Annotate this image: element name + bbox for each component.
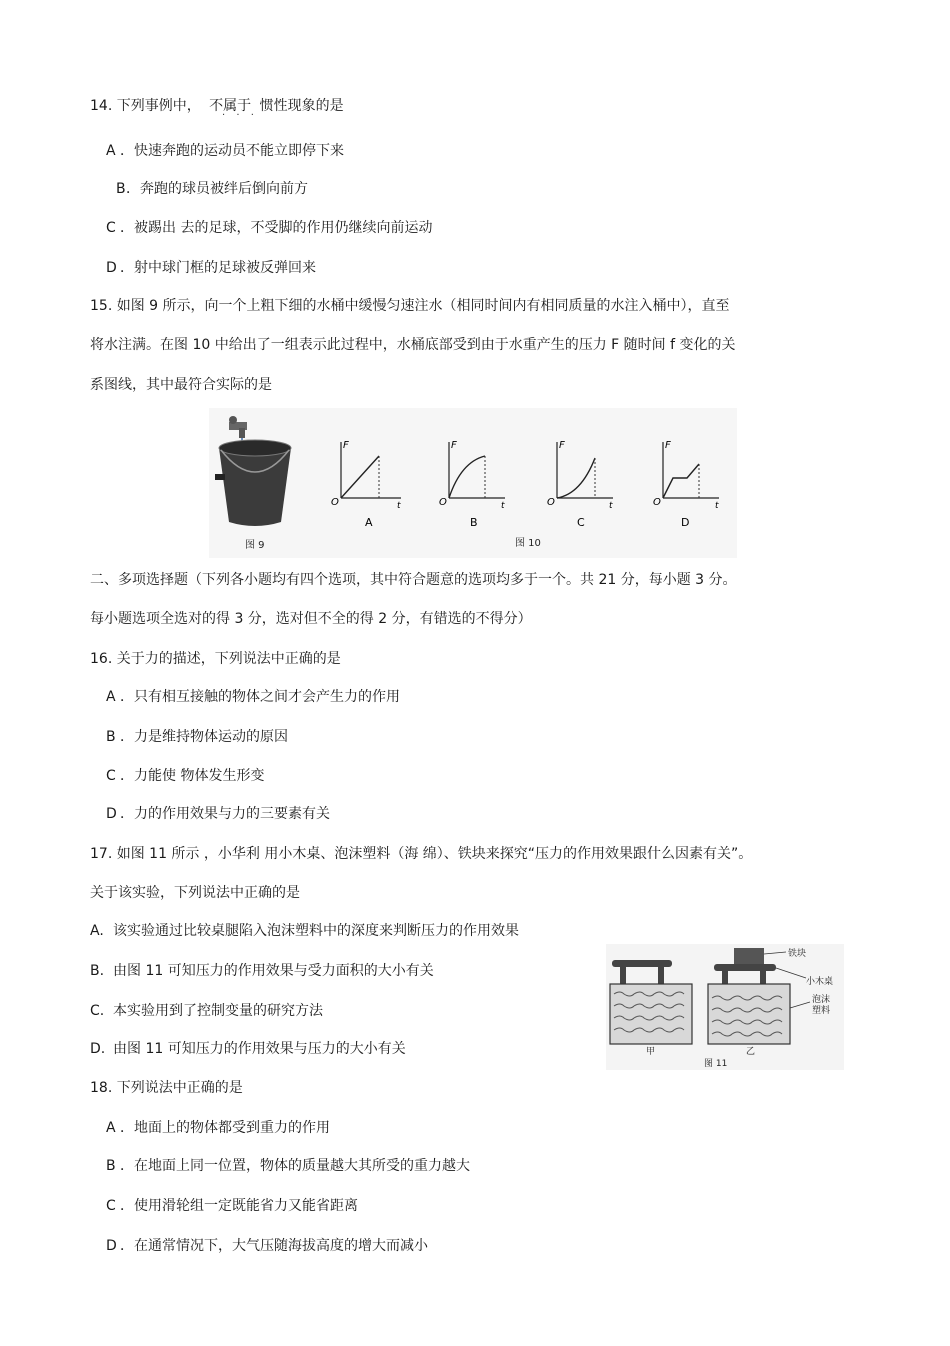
q17-option-b-text: 由图 11 可知压力的作用效果与受力面积的大小有关 [113,963,434,979]
q14-option-d-text: ．射中球门框的足球被反弹回来 [120,260,316,276]
q14-option-b-letter: B [116,181,126,197]
figure-11 [606,944,844,1070]
section2-line-2: 每小题选项全选对的得 3 分，选对但不全的得 2 分，有错选的不得分） [90,611,532,627]
table-on-foam-jia [610,960,692,1044]
label-jia: 甲 [646,1047,656,1057]
graph-d-y-label: F [665,440,671,451]
graph-d-origin: O [653,497,661,508]
q17-option-d-text: 由图 11 可知压力的作用效果与压力的大小有关 [113,1041,406,1057]
q15-line-1: 15. 如图 9 所示，向一个上粗下细的水桶中缓慢匀速注水（相同时间内有相同质量的水注入桶中），直至 [90,298,730,314]
q14-option-b-text: ．奔跑的球员被绊后倒向前方 [126,181,308,197]
q14-option-c-letter: C [106,220,116,236]
q16-option-d-text: ．力的作用效果与力的三要素有关 [120,806,330,822]
q16-option-a-letter: A [106,689,116,705]
graph-a-x-label: t [397,501,401,511]
q17-option-d-letter: D. [90,1041,106,1057]
label-yi: 乙 [746,1047,756,1057]
graph-c-label: C [577,516,585,529]
figure-11-drawing [606,944,844,1070]
graph-b-origin: O [439,497,447,508]
q14-stem-post: 惯性现象的是 [259,98,344,114]
graph-b [439,440,505,529]
figure-9-10-drawing [209,408,737,558]
q16-option-c-letter: C [106,768,116,784]
graph-b-label: B [470,516,478,529]
q16-option-a-text: ．只有相互接触的物体之间才会产生力的作用 [120,689,400,705]
section2-line-1: 二、多项选择题（下列各小题均有四个选项，其中符合题意的选项均多于一个。共 21 分，每小题 3 分。 [90,572,737,588]
graph-c [547,440,613,529]
graph-d-label: D [681,516,690,529]
q17-line-1: 17. 如图 11 所示 ，小华利 用小木桌、泡沫塑料（海 绵）、铁块来探究“压力的作用效果跟什么因素有关”。 [90,846,753,862]
graph-b-x-label: t [501,501,505,511]
q16-option-b-text: ．力是维持物体运动的原因 [120,729,288,745]
q18-option-d-text: ．在通常情况下，大气压随海拔高度的增大而减小 [120,1238,428,1254]
q17-option-c-letter: C. [90,1003,105,1019]
q17-option-c-text: 本实验用到了控制变量的研究方法 [113,1003,323,1019]
graph-a-y-label: F [343,440,349,451]
q14-option-a-text: ．快速奔跑的运动员不能立即停下来 [120,143,344,159]
fig9-caption: 图 9 [245,540,265,551]
graph-a [331,440,401,529]
iron-table-on-foam-yi [708,948,790,1044]
q18-option-b-letter: B [106,1158,116,1174]
graph-d-x-label: t [715,501,719,511]
q16-option-c-text: ．力能使 物体发生形变 [120,768,265,784]
q15-line-3: 系图线，其中最符合实际的是 [90,377,272,393]
graph-d [653,440,719,529]
q18-option-a-letter: A [106,1120,116,1136]
q16-stem: 16. 关于力的描述，下列说法中正确的是 [90,651,341,667]
q17-option-a-text: 该实验通过比较桌腿陷入泡沫塑料中的深度来判断压力的作用效果 [113,923,519,939]
q17-option-b-letter: B. [90,963,105,979]
q17-line-2: 关于该实验，下列说法中正确的是 [90,885,300,901]
label-iron-block: 铁块 [788,949,807,959]
label-foam: 泡沫塑料 [812,995,831,1016]
q14-option-a-letter: A [106,143,116,159]
q14-stem-pre: 14. 下列事例中， [90,98,201,114]
graph-c-y-label: F [559,440,565,451]
q15-line-2: 将水注满。在图 10 中给出了一组表示此过程中，水桶底部受到由于水重产生的压力 F 随时间 f 变化的关 [90,337,736,353]
q14-option-d-letter: D [106,260,117,276]
graph-c-origin: O [547,497,555,508]
bucket-icon [215,440,291,526]
q18-stem: 18. 下列说法中正确的是 [90,1080,243,1096]
label-small-table: 小木桌 [806,977,834,987]
graph-b-y-label: F [451,440,457,451]
emphasis-dots: · · · [222,110,258,121]
graph-a-origin: O [331,497,339,508]
q16-option-d-letter: D [106,806,117,822]
q14-option-c-text: ．被踢出 去的足球，不受脚的作用仍继续向前运动 [120,220,433,236]
q14-stem-emph: 不属于 [209,98,252,114]
graph-c-x-label: t [609,501,613,511]
q18-option-c-letter: C [106,1198,116,1214]
graph-a-label: A [365,516,373,529]
q18-option-c-text: ．使用滑轮组一定既能省力又能省距离 [120,1198,358,1214]
q16-option-b-letter: B [106,729,116,745]
q18-option-d-letter: D [106,1238,117,1254]
fig11-caption: 图 11 [704,1059,728,1069]
q17-option-a-letter: A. [90,923,104,939]
fig10-caption: 图 10 [515,538,541,549]
figure-9-10 [209,408,737,558]
q18-option-a-text: ．地面上的物体都受到重力的作用 [120,1120,330,1136]
q18-option-b-text: ．在地面上同一位置，物体的质量越大其所受的重力越大 [120,1158,470,1174]
q14-stem [90,96,344,116]
